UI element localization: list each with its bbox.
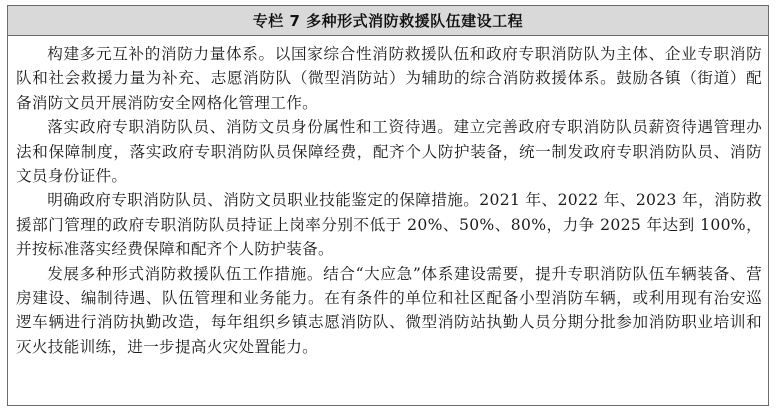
paragraph-identity-wages: 落实政府专职消防队员、消防文员身份属性和工资待遇。建立完善政府专职消防队员薪资待遇管理办法和保障制度，落实政府专职消防队员保障经费，配齐个人防护装备，统一制发政府专职消防队员、消防文员身份证件。 (16, 118, 762, 186)
column-box (7, 5, 769, 406)
paragraph-skill-certification: 明确政府专职消防队员、消防文员职业技能鉴定的保障措施。2021 年、2022 年、2023 年，消防救援部门管理的政府专职消防队员持证上岗率分别不低于 20%、50%、80%，力争 2025 年达到 100%，并按标准落实经费保障和配齐个人防护装备。 (16, 191, 762, 259)
column-header (8, 6, 768, 36)
paragraph-force-system: 构建多元互补的消防力量体系。以国家综合性消防救援队伍和政府专职消防队为主体、企业专职消防队和社会救援力量为补充、志愿消防队（微型消防站）为辅助的综合消防救援体系。鼓励各镇（街道）配备消防文员开展消防安全网格化管理工作。 (16, 45, 762, 112)
column-title: 专栏 7 多种形式消防救援队伍建设工程 (252, 12, 524, 30)
column-body (8, 36, 768, 359)
paragraph-work-measures: 发展多种形式消防救援队伍工作措施。结合“大应急”体系建设需要，提升专职消防队伍车辆装备、营房建设、编制待遇、队伍管理和业务能力。在有条件的单位和社区配备小型消防车辆，或利用现有治安巡逻车辆进行消防执勤改造，每年组织乡镇志愿消防队、微型消防站执勤人员分期分批参加消防职业培训和灭火技能训练，进一步提高火灾处置能力。 (16, 264, 762, 356)
